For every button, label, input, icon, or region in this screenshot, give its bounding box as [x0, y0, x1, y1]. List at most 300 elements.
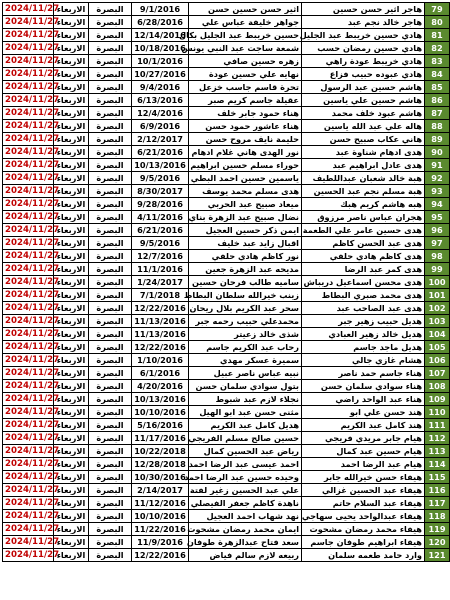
cell-num: 101 — [425, 289, 450, 302]
cell-name: هاشم حسين عبد الرسول — [302, 81, 425, 94]
cell-num: 119 — [425, 523, 450, 536]
table-row — [3, 432, 450, 445]
cell-day: الاربعاء — [54, 432, 89, 445]
cell-date: 12/22/2016 — [132, 302, 189, 315]
table-row — [3, 120, 450, 133]
cell-mother: مديحه عبد الزهرة جعين — [189, 263, 302, 276]
cell-day: الاربعاء — [54, 276, 89, 289]
cell-day: الاربعاء — [54, 406, 89, 419]
cell-date: 11/22/2016 — [132, 523, 189, 536]
cell-name: هناء سوادي سلمان حسن — [302, 380, 425, 393]
cell-mother: نجلاء لازم عبد شبوط — [189, 393, 302, 406]
cell-name: هند حسن علي ابو — [302, 406, 425, 419]
cell-mother: ناهدة كاظم جعفر الفيصلي — [189, 497, 302, 510]
cell-name: هاله علي عبد الله ياسين — [302, 120, 425, 133]
cell-city: البصرة — [89, 497, 132, 510]
cell-name: هيام حسين عبد كمال — [302, 445, 425, 458]
cell-num: 91 — [425, 159, 450, 172]
cell-city: البصرة — [89, 380, 132, 393]
cell-name: هيفاء عبد الحسين غزالي — [302, 484, 425, 497]
cell-day: الاربعاء — [54, 224, 89, 237]
cell-city: البصرة — [89, 146, 132, 159]
table-row — [3, 250, 450, 263]
cell-date: 11/13/2016 — [132, 328, 189, 341]
table-row — [3, 276, 450, 289]
table-row — [3, 55, 450, 68]
cell-mother: سعد فتاح عبدالزهرة طوفان — [189, 536, 302, 549]
cell-reg: 2024/11/27 — [3, 523, 54, 536]
cell-city: البصرة — [89, 237, 132, 250]
cell-date: 6/9/2016 — [132, 120, 189, 133]
cell-num: 116 — [425, 484, 450, 497]
cell-day: الاربعاء — [54, 81, 89, 94]
cell-day: الاربعاء — [54, 55, 89, 68]
cell-day: الاربعاء — [54, 185, 89, 198]
cell-city: البصرة — [89, 341, 132, 354]
cell-city: البصرة — [89, 198, 132, 211]
cell-reg: 2024/11/27 — [3, 406, 54, 419]
cell-day: الاربعاء — [54, 211, 89, 224]
cell-city: البصرة — [89, 393, 132, 406]
cell-city: البصرة — [89, 94, 132, 107]
table-row — [3, 68, 450, 81]
table-row — [3, 419, 450, 432]
cell-num: 104 — [425, 328, 450, 341]
cell-reg: 2024/11/27 — [3, 81, 54, 94]
cell-reg: 2024/11/27 — [3, 341, 54, 354]
table-row — [3, 510, 450, 523]
cell-mother: ربيعه لازم سالم فياض — [189, 549, 302, 562]
cell-city: البصرة — [89, 107, 132, 120]
cell-mother: تحرة قاسم جاسب خزعل — [189, 81, 302, 94]
cell-city: البصرة — [89, 289, 132, 302]
cell-name: وارد حامد طعمه سلمان — [302, 549, 425, 562]
cell-day: الاربعاء — [54, 471, 89, 484]
cell-num: 85 — [425, 81, 450, 94]
cell-num: 82 — [425, 42, 450, 55]
cell-name: هادي خريبط عودة راهي — [302, 55, 425, 68]
table-row — [3, 133, 450, 146]
table-row — [3, 497, 450, 510]
table-row — [3, 484, 450, 497]
cell-reg: 2024/11/27 — [3, 159, 54, 172]
cell-date: 10/18/2016 — [132, 42, 189, 55]
cell-date: 4/11/2016 — [132, 211, 189, 224]
cell-city: البصرة — [89, 172, 132, 185]
cell-day: الاربعاء — [54, 497, 89, 510]
cell-name: هاجر اثير حسن حسين — [302, 3, 425, 16]
cell-mother: حسين صالح مسلم الفريجي — [189, 432, 302, 445]
cell-day: الاربعاء — [54, 484, 89, 497]
cell-city: البصرة — [89, 276, 132, 289]
cell-num: 118 — [425, 510, 450, 523]
cell-date: 9/4/2016 — [132, 81, 189, 94]
cell-date: 11/1/2016 — [132, 263, 189, 276]
cell-date: 12/7/2016 — [132, 250, 189, 263]
cell-date: 10/22/2018 — [132, 445, 189, 458]
table-row — [3, 445, 450, 458]
cell-name: هبة خالد شعبان عبداللطيف — [302, 172, 425, 185]
cell-city: البصرة — [89, 224, 132, 237]
table-row — [3, 406, 450, 419]
cell-num: 108 — [425, 380, 450, 393]
table-row — [3, 224, 450, 237]
cell-day: الاربعاء — [54, 341, 89, 354]
cell-reg: 2024/11/27 — [3, 302, 54, 315]
cell-city: البصرة — [89, 445, 132, 458]
cell-mother: سميرة عسكر مهدي — [189, 354, 302, 367]
cell-date: 6/28/2016 — [132, 16, 189, 29]
cell-city: البصرة — [89, 16, 132, 29]
table-row — [3, 393, 450, 406]
cell-mother: هدى مسلم محمد يوسف — [189, 185, 302, 198]
cell-date: 8/30/2017 — [132, 185, 189, 198]
table-row — [3, 107, 450, 120]
cell-day: الاربعاء — [54, 536, 89, 549]
cell-name: هشام غازي جالي — [302, 354, 425, 367]
cell-name: هيفاء ابراهيم طوفان جاسم — [302, 536, 425, 549]
cell-num: 107 — [425, 367, 450, 380]
cell-num: 93 — [425, 185, 450, 198]
cell-name: هيفاء حسن خيرالله جابر — [302, 471, 425, 484]
table-row — [3, 185, 450, 198]
cell-date: 10/30/2016 — [132, 471, 189, 484]
cell-city: البصرة — [89, 549, 132, 562]
cell-name: هبه هاشم كريم هبك — [302, 198, 425, 211]
cell-num: 120 — [425, 536, 450, 549]
cell-day: الاربعاء — [54, 289, 89, 302]
cell-num: 94 — [425, 198, 450, 211]
table-row — [3, 81, 450, 94]
cell-num: 87 — [425, 107, 450, 120]
cell-city: البصرة — [89, 3, 132, 16]
cell-mother: شمعة ساجت عبد النبي يونس — [189, 42, 302, 55]
student-table — [2, 2, 450, 562]
cell-name: هيام عبد الرضا احمد — [302, 458, 425, 471]
cell-mother: هناء عاشور حمود حسن — [189, 120, 302, 133]
cell-name: هدى محمد صبري البطاط — [302, 289, 425, 302]
cell-day: الاربعاء — [54, 549, 89, 562]
cell-date: 11/12/2016 — [132, 497, 189, 510]
cell-reg: 2024/11/27 — [3, 263, 54, 276]
table-row — [3, 380, 450, 393]
cell-city: البصرة — [89, 263, 132, 276]
cell-city: البصرة — [89, 250, 132, 263]
cell-num: 89 — [425, 133, 450, 146]
cell-day: الاربعاء — [54, 172, 89, 185]
cell-num: 80 — [425, 16, 450, 29]
cell-day: الاربعاء — [54, 445, 89, 458]
cell-reg: 2024/11/27 — [3, 354, 54, 367]
cell-reg: 2024/11/27 — [3, 419, 54, 432]
cell-mother: نور الهدى هاني غلام ادهام — [189, 146, 302, 159]
cell-mother: محمدعلي حبيب رحمه جبر — [189, 315, 302, 328]
cell-reg: 2024/11/27 — [3, 510, 54, 523]
cell-day: الاربعاء — [54, 419, 89, 432]
cell-reg: 2024/11/27 — [3, 68, 54, 81]
cell-day: الاربعاء — [54, 458, 89, 471]
table-row — [3, 302, 450, 315]
cell-name: هادي عبوده حبيب فزاع — [302, 68, 425, 81]
cell-day: الاربعاء — [54, 107, 89, 120]
cell-name: هناء عبد الواحد راضي — [302, 393, 425, 406]
cell-city: البصرة — [89, 133, 132, 146]
cell-num: 117 — [425, 497, 450, 510]
cell-num: 100 — [425, 276, 450, 289]
cell-date: 11/13/2016 — [132, 315, 189, 328]
cell-reg: 2024/11/27 — [3, 211, 54, 224]
table-row — [3, 289, 450, 302]
table-row — [3, 172, 450, 185]
cell-mother: احمد عيسى عبد الرضا احمد — [189, 458, 302, 471]
table-body — [3, 3, 450, 562]
cell-num: 113 — [425, 445, 450, 458]
cell-mother: نور كاظم هادي حلفي — [189, 250, 302, 263]
cell-city: البصرة — [89, 81, 132, 94]
cell-date: 6/21/2016 — [132, 224, 189, 237]
table-row — [3, 198, 450, 211]
table-row — [3, 341, 450, 354]
cell-mother: اثير حسن حسين حسن — [189, 3, 302, 16]
cell-mother: شذى خالد زعيتر — [189, 328, 302, 341]
table-row — [3, 536, 450, 549]
cell-date: 11/17/2016 — [132, 432, 189, 445]
cell-date: 2/12/2017 — [132, 133, 189, 146]
cell-city: البصرة — [89, 185, 132, 198]
cell-mother: بتول سوادي سلمان حسن — [189, 380, 302, 393]
table-row — [3, 549, 450, 562]
table-row — [3, 523, 450, 536]
cell-reg: 2024/11/27 — [3, 328, 54, 341]
cell-date: 10/13/2016 — [132, 393, 189, 406]
cell-num: 81 — [425, 29, 450, 42]
cell-date: 4/20/2016 — [132, 380, 189, 393]
cell-num: 110 — [425, 406, 450, 419]
cell-num: 114 — [425, 458, 450, 471]
cell-city: البصرة — [89, 55, 132, 68]
cell-name: هديل ماجد جاسم — [302, 341, 425, 354]
cell-city: البصرة — [89, 315, 132, 328]
cell-num: 99 — [425, 263, 450, 276]
cell-date: 10/10/2016 — [132, 510, 189, 523]
cell-reg: 2024/11/27 — [3, 380, 54, 393]
cell-mother: رحاب عبد الكريم جاسم — [189, 341, 302, 354]
cell-date: 11/9/2016 — [132, 536, 189, 549]
cell-name: هبة مسلم نجم عبد الحسين — [302, 185, 425, 198]
cell-reg: 2024/11/27 — [3, 497, 54, 510]
cell-reg: 2024/11/27 — [3, 3, 54, 16]
cell-city: البصرة — [89, 471, 132, 484]
table-row — [3, 16, 450, 29]
cell-reg: 2024/11/27 — [3, 133, 54, 146]
cell-num: 103 — [425, 315, 450, 328]
cell-reg: 2024/11/27 — [3, 29, 54, 42]
cell-day: الاربعاء — [54, 3, 89, 16]
cell-date: 6/21/2016 — [132, 146, 189, 159]
cell-mother: زينب خيرالله سلطان البطاط — [189, 289, 302, 302]
cell-city: البصرة — [89, 523, 132, 536]
table-row — [3, 159, 450, 172]
cell-reg: 2024/11/27 — [3, 16, 54, 29]
cell-num: 86 — [425, 94, 450, 107]
cell-num: 83 — [425, 55, 450, 68]
cell-num: 79 — [425, 3, 450, 16]
cell-name: هيفاء عبدالواحد يحيى سهاجي — [302, 510, 425, 523]
cell-reg: 2024/11/27 — [3, 549, 54, 562]
cell-city: البصرة — [89, 159, 132, 172]
cell-city: البصرة — [89, 419, 132, 432]
cell-mother: عقيلة جاسم كريم صبر — [189, 94, 302, 107]
cell-name: هند كامل عبد الكريم — [302, 419, 425, 432]
cell-date: 6/13/2016 — [132, 94, 189, 107]
cell-mother: زهره حسين صافي — [189, 55, 302, 68]
table-row — [3, 263, 450, 276]
cell-day: الاربعاء — [54, 354, 89, 367]
table-row — [3, 211, 450, 224]
cell-day: الاربعاء — [54, 523, 89, 536]
cell-date: 10/10/2016 — [132, 406, 189, 419]
cell-mother: حسين خريبط عبد الجليل بكال — [189, 29, 302, 42]
cell-name: هيفاء عبد السلام حاتم — [302, 497, 425, 510]
cell-date: 12/4/2016 — [132, 107, 189, 120]
cell-date: 10/1/2016 — [132, 55, 189, 68]
cell-mother: هديل كامل عبد الكريم — [189, 419, 302, 432]
cell-date: 10/13/2016 — [132, 159, 189, 172]
cell-reg: 2024/11/27 — [3, 107, 54, 120]
cell-mother: سحر عبد الكريم بلال ريحان — [189, 302, 302, 315]
cell-reg: 2024/11/27 — [3, 276, 54, 289]
cell-city: البصرة — [89, 302, 132, 315]
cell-name: هديل خالد زهير العبادي — [302, 328, 425, 341]
cell-reg: 2024/11/27 — [3, 536, 54, 549]
cell-day: الاربعاء — [54, 68, 89, 81]
cell-mother: حليمة نايف مروح حسن — [189, 133, 302, 146]
cell-num: 96 — [425, 224, 450, 237]
cell-date: 12/28/2018 — [132, 458, 189, 471]
table-row — [3, 367, 450, 380]
cell-date: 9/5/2016 — [132, 237, 189, 250]
cell-mother: وحيده حسين عبد الرضا احمد — [189, 471, 302, 484]
cell-mother: ميعاد صبيح عبد الحربي — [189, 198, 302, 211]
cell-date: 10/27/2016 — [132, 68, 189, 81]
cell-city: البصرة — [89, 354, 132, 367]
table-row — [3, 94, 450, 107]
cell-name: هاني عكاب صبيح حسن — [302, 133, 425, 146]
cell-reg: 2024/11/27 — [3, 367, 54, 380]
cell-day: الاربعاء — [54, 146, 89, 159]
table-row — [3, 146, 450, 159]
cell-day: الاربعاء — [54, 263, 89, 276]
cell-city: البصرة — [89, 432, 132, 445]
table-row — [3, 328, 450, 341]
cell-name: هدى كاظم هادي حلفي — [302, 250, 425, 263]
table-row — [3, 315, 450, 328]
cell-reg: 2024/11/27 — [3, 250, 54, 263]
cell-day: الاربعاء — [54, 380, 89, 393]
cell-day: الاربعاء — [54, 237, 89, 250]
cell-name: هديل حبيب زهير جبر — [302, 315, 425, 328]
cell-mother: جواهر خليفة عباس علي — [189, 16, 302, 29]
cell-city: البصرة — [89, 120, 132, 133]
cell-reg: 2024/11/27 — [3, 237, 54, 250]
cell-city: البصرة — [89, 68, 132, 81]
cell-name: هادي حسين خريبط عبد الجليل — [302, 29, 425, 42]
cell-name: هدى ادهام شناوة عبد — [302, 146, 425, 159]
cell-mother: ساميه طالب فرحان حسين — [189, 276, 302, 289]
cell-num: 92 — [425, 172, 450, 185]
cell-reg: 2024/11/27 — [3, 315, 54, 328]
cell-date: 1/24/2017 — [132, 276, 189, 289]
cell-mother: نهايه علي حسين عودة — [189, 68, 302, 81]
cell-date: 9/28/2016 — [132, 198, 189, 211]
cell-day: الاربعاء — [54, 367, 89, 380]
cell-date: 9/5/2016 — [132, 172, 189, 185]
cell-num: 97 — [425, 237, 450, 250]
cell-reg: 2024/11/27 — [3, 224, 54, 237]
cell-day: الاربعاء — [54, 42, 89, 55]
cell-reg: 2024/11/27 — [3, 289, 54, 302]
cell-day: الاربعاء — [54, 250, 89, 263]
cell-reg: 2024/11/27 — [3, 445, 54, 458]
cell-reg: 2024/11/27 — [3, 172, 54, 185]
cell-reg: 2024/11/27 — [3, 185, 54, 198]
cell-day: الاربعاء — [54, 393, 89, 406]
table-row — [3, 471, 450, 484]
cell-reg: 2024/11/27 — [3, 94, 54, 107]
cell-name: هدى عبد الصاحب عبد — [302, 302, 425, 315]
cell-name: هيام جابر مريدي فريجي — [302, 432, 425, 445]
table-row — [3, 354, 450, 367]
cell-date: 6/1/2016 — [132, 367, 189, 380]
cell-name: هاشم حسين علي ياسين — [302, 94, 425, 107]
cell-num: 115 — [425, 471, 450, 484]
cell-num: 112 — [425, 432, 450, 445]
cell-num: 90 — [425, 146, 450, 159]
cell-city: البصرة — [89, 458, 132, 471]
cell-city: البصرة — [89, 406, 132, 419]
cell-date: 12/14/2016 — [132, 29, 189, 42]
cell-name: هدى كمر عبد الرضا — [302, 263, 425, 276]
cell-date: 7/1/2018 — [132, 289, 189, 302]
cell-num: 95 — [425, 211, 450, 224]
cell-mother: ايمان محمد رمضان مشحوت — [189, 523, 302, 536]
cell-name: هيفاء محمد رمضان مشحوت — [302, 523, 425, 536]
table-row — [3, 42, 450, 55]
table-row — [3, 29, 450, 42]
cell-reg: 2024/11/27 — [3, 432, 54, 445]
cell-reg: 2024/11/27 — [3, 484, 54, 497]
cell-reg: 2024/11/27 — [3, 393, 54, 406]
cell-mother: نهد شهاب احمد العجيل — [189, 510, 302, 523]
cell-mother: اقبال زايد عبد خليف — [189, 237, 302, 250]
cell-day: الاربعاء — [54, 94, 89, 107]
cell-day: الاربعاء — [54, 29, 89, 42]
cell-city: البصرة — [89, 211, 132, 224]
cell-mother: هناء حمود جابر خلف — [189, 107, 302, 120]
cell-day: الاربعاء — [54, 328, 89, 341]
cell-name: هاجر خالد نجم عبد — [302, 16, 425, 29]
cell-name: هدى محسن اسماعيل دريباش — [302, 276, 425, 289]
cell-num: 102 — [425, 302, 450, 315]
cell-mother: رياض عبد الحسين كمال — [189, 445, 302, 458]
cell-name: هدى عادل ابراهيم عبد — [302, 159, 425, 172]
cell-reg: 2024/11/27 — [3, 458, 54, 471]
cell-reg: 2024/11/27 — [3, 42, 54, 55]
cell-city: البصرة — [89, 29, 132, 42]
cell-mother: علي عبد الحسين زغير لفتة — [189, 484, 302, 497]
cell-mother: مثنى حسن عبد ابو الهيل — [189, 406, 302, 419]
cell-date: 12/22/2016 — [132, 549, 189, 562]
